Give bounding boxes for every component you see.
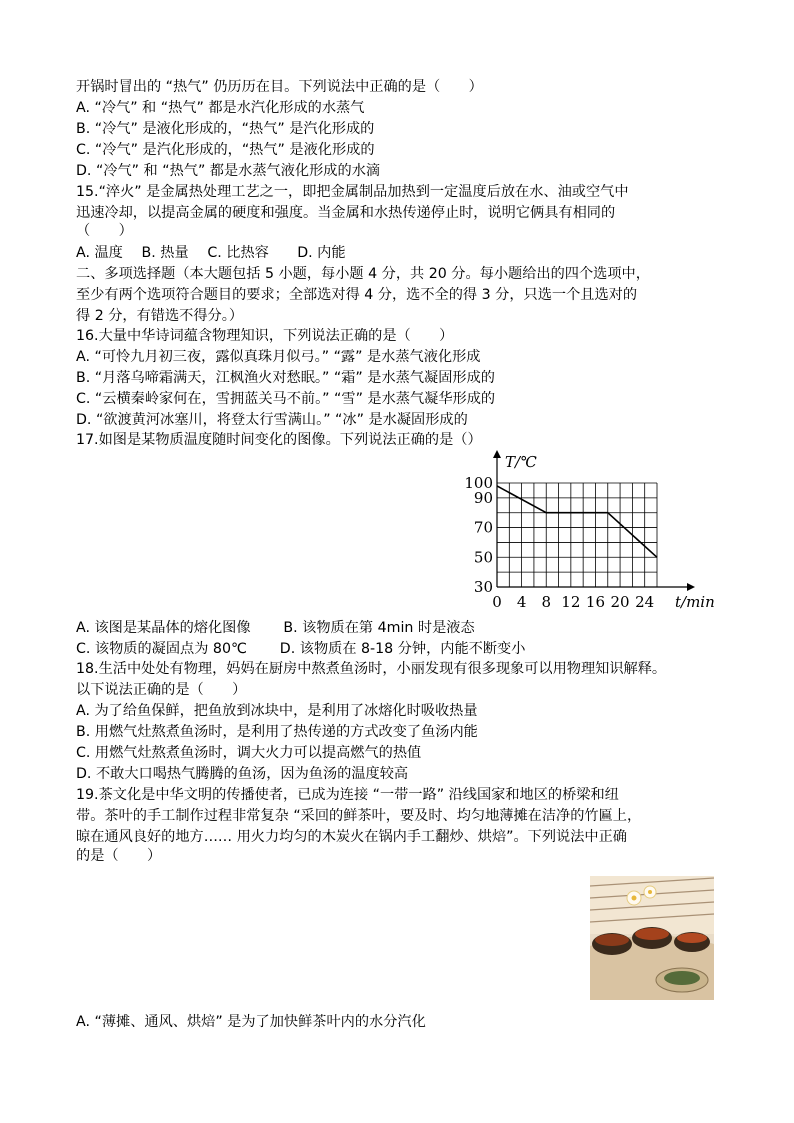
q19-stem-line4: 的是（ ） (76, 848, 162, 864)
q18-stem-line1: 18.生活中处处有物理，妈妈在厨房中熬煮鱼汤时，小丽发现有很多现象可以用物理知识解释。 (76, 661, 667, 677)
x-axis-label: t/min (675, 593, 715, 611)
q17-options-row2: C. 该物质的凝固点为 80℃ D. 该物质在 8-18 分钟，内能不断变小 (76, 641, 526, 657)
y-tick-label: 100 (464, 474, 493, 492)
q14-option-a: A. “冷气” 和 “热气” 都是水汽化形成的水蒸气 (76, 100, 365, 116)
q14-option-c: C. “冷气” 是汽化形成的，“热气” 是液化形成的 (76, 142, 375, 158)
temperature-time-chart (460, 450, 730, 615)
q17-options-row1: A. 该图是某晶体的熔化图像 B. 该物质在第 4min 时是液态 (76, 620, 475, 636)
q14-stem-tail: 开锅时冒出的 “热气” 仍历历在目。下列说法中正确的是（ ） (76, 79, 483, 95)
q15-stem-line1: 15.“淬火” 是金属热处理工艺之一，即把金属制品加热到一定温度后放在水、油或空气中 (76, 184, 629, 200)
y-tick-label: 50 (473, 548, 493, 567)
tea-cups-photo (590, 876, 714, 1000)
q14-option-b: B. “冷气” 是液化形成的，“热气” 是汽化形成的 (76, 121, 375, 137)
q16-option-c: C. “云横秦岭家何在，雪拥蓝关马不前。” “雪” 是水蒸气凝华形成的 (76, 391, 496, 407)
q18-option-a: A. 为了给鱼保鲜，把鱼放到冰块中，是利用了冰熔化时吸收热量 (76, 703, 478, 719)
x-axis-arrow-icon (687, 583, 695, 591)
y-axis-label: T/℃ (505, 453, 537, 471)
q16-option-a: A. “可怜九月初三夜，露似真珠月似弓。” “露” 是水蒸气液化形成 (76, 349, 481, 365)
section2-instructions-line3: 得 2 分，有错选不得分。） (76, 308, 244, 324)
section2-instructions-line1: 二、多项选择题（本大题包括 5 小题，每小题 4 分，共 20 分。每小题给出的四个选项中， (76, 266, 650, 282)
y-tick-label: 90 (473, 488, 493, 507)
q18-stem-line2: 以下说法正确的是（ ） (76, 682, 247, 698)
q18-option-d: D. 不敢大口喝热气腾腾的鱼汤，因为鱼汤的温度较高 (76, 766, 409, 782)
section2-instructions-line2: 至少有两个选项符合题目的要求；全部选对得 4 分，选不全的得 3 分，只选一个且选对的 (76, 287, 638, 303)
q18-option-b: B. 用燃气灶熬煮鱼汤时，是利用了热传递的方式改变了鱼汤内能 (76, 724, 478, 740)
y-tick-label: 70 (473, 518, 493, 537)
q15-options: A. 温度 B. 热量 C. 比热容 D. 内能 (76, 245, 346, 261)
x-tick-label: 8 (541, 593, 552, 611)
q15-stem-line2: 迅速冷却，以提高金属的硬度和强度。当金属和水热传递停止时，说明它俩具有相同的 (76, 205, 616, 221)
q18-option-c: C. 用燃气灶熬煮鱼汤时，调大火力可以提高燃气的热值 (76, 745, 422, 761)
q19-option-a: A. “薄摊、通风、烘焙” 是为了加快鲜茶叶内的水分汽化 (76, 1014, 426, 1030)
q19-stem-line3: 晾在通风良好的地方…… 用火力均匀的木炭火在锅内手工翻炒、烘焙”。下列说法中正确 (76, 829, 627, 845)
x-tick-label: 24 (635, 593, 655, 611)
x-tick-label: 12 (561, 593, 581, 611)
y-axis-arrow-icon (493, 450, 501, 458)
x-tick-label: 20 (610, 593, 630, 611)
y-tick-label: 30 (473, 578, 493, 596)
q19-stem-line2: 带。茶叶的手工制作过程非常复杂 “采回的鲜茶叶，要及时、均匀地薄摊在洁净的竹匾上， (76, 808, 642, 824)
x-tick-label: 4 (516, 593, 527, 611)
q16-option-d: D. “欲渡黄河冰塞川，将登太行雪满山。” “冰” 是水凝固形成的 (76, 412, 468, 428)
q16-stem: 16.大量中华诗词蕴含物理知识，下列说法正确的是（ ） (76, 328, 454, 344)
q16-option-b: B. “月落乌啼霜满天，江枫渔火对愁眠。” “霜” 是水蒸气凝固形成的 (76, 370, 495, 386)
x-tick-label: 0 (492, 593, 502, 611)
q15-stem-line3: （ ） (76, 223, 133, 239)
x-tick-label: 16 (585, 593, 606, 611)
q17-stem: 17.如图是某物质温度随时间变化的图像。下列说法正确的是（） (76, 432, 482, 448)
series-line (497, 486, 657, 557)
q19-stem-line1: 19.茶文化是中华文明的传播使者，已成为连接 “一带一路” 沿线国家和地区的桥梁和纽 (76, 787, 619, 803)
q14-option-d: D. “冷气” 和 “热气” 都是水蒸气液化形成的水滴 (76, 163, 381, 179)
